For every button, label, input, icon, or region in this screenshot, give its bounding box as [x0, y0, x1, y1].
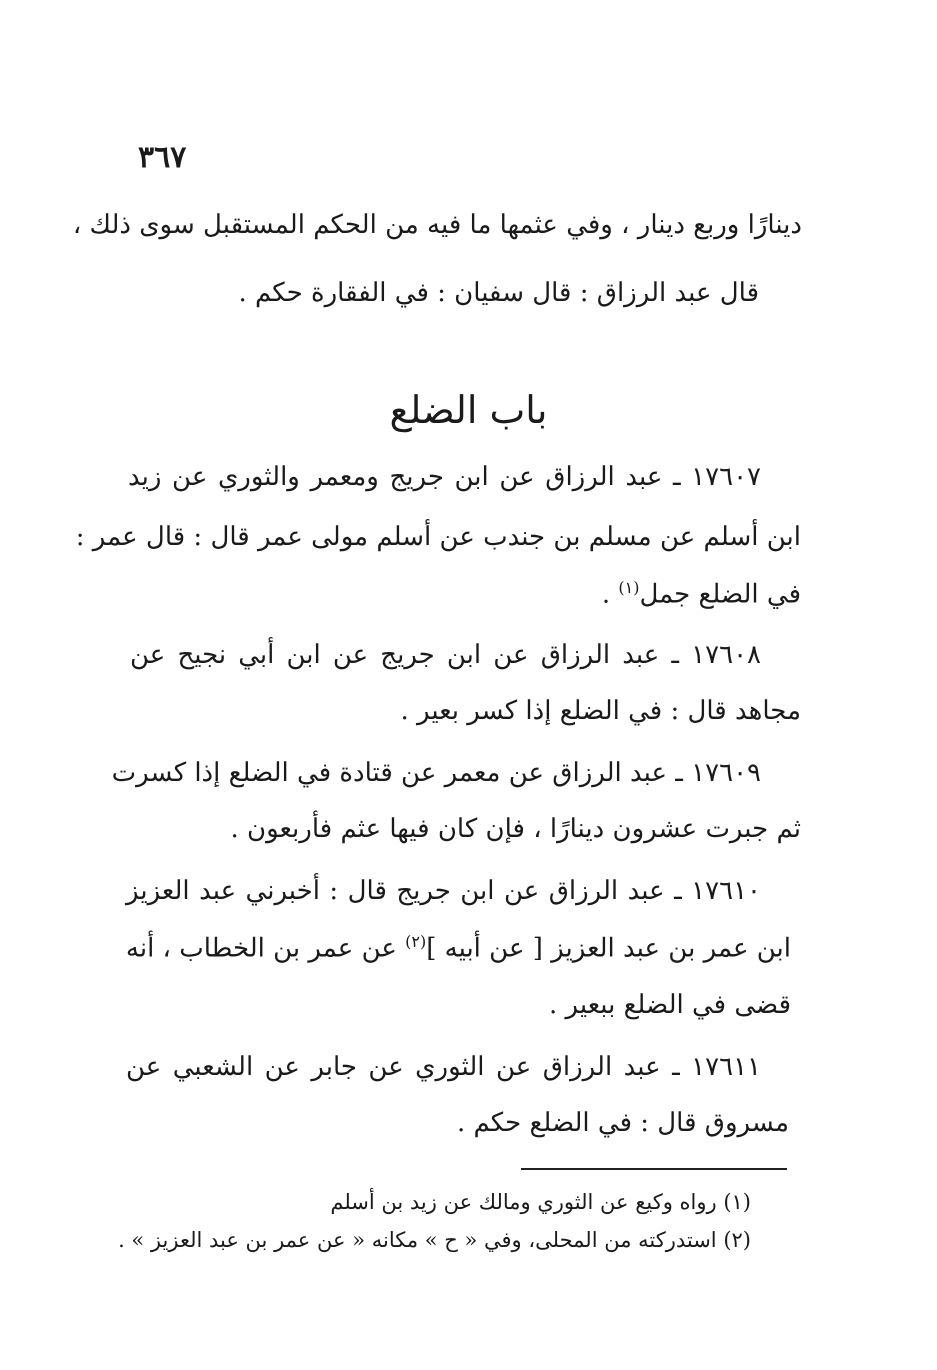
- entry-line: ابن أسلم عن مسلم بن جندب عن أسلم مولى عمر قال : قال عمر :: [75, 522, 801, 552]
- entry-line: [602, 578, 801, 610]
- entry-line: مجاهد قال : في الضلع إذا كسر بعير .: [400, 696, 801, 726]
- entry-text: .: [601, 579, 619, 610]
- entry-text: ابن عمر بن عبد العزيز [ عن أبيه ]: [426, 933, 791, 964]
- page-number: ٣٦٧: [138, 140, 187, 175]
- entry-line: ١٧٦١٠ ـ عبد الرزاق عن ابن جريج قال : أخبرني عبد العزيز: [126, 876, 761, 906]
- entry-line: ثم جبرت عشرون دينارًا ، فإن كان فيها عثم فأربعون .: [230, 814, 801, 844]
- carry-over-line: دينارًا وربع دينار ، وفي عثمها ما فيه من الحكم المستقبل سوى ذلك ،: [72, 210, 802, 240]
- entry-line: مسروق قال : في الضلع حكم .: [456, 1108, 789, 1138]
- footnote: (٢) استدركته من المحلى، وفي « ح » مكانه « عن عمر بن عبد العزيز » .: [118, 1228, 751, 1252]
- chapter-title: باب الضلع: [389, 388, 548, 432]
- entry-line: قضى في الضلع ببعير .: [548, 990, 791, 1020]
- entry-line: ١٧٦٠٨ ـ عبد الرزاق عن ابن جريج عن ابن أبي نجيح عن: [130, 640, 761, 670]
- entry-text: في الضلع جمل: [639, 579, 801, 610]
- entry-line: ١٧٦٠٩ ـ عبد الرزاق عن معمر عن قتادة في الضلع إذا كسرت: [111, 758, 761, 788]
- footnote-mark: (١): [618, 578, 640, 597]
- footnote: (١) رواه وكيع عن الثوري ومالك عن زيد بن أسلم: [330, 1190, 751, 1214]
- footnote-mark: (٢): [405, 932, 427, 951]
- entry-line: ١٧٦١١ ـ عبد الرزاق عن الثوري عن جابر عن الشعبي عن: [126, 1052, 761, 1082]
- entry-line: ١٧٦٠٧ ـ عبد الرزاق عن ابن جريج ومعمر والثوري عن زيد: [128, 462, 761, 492]
- carry-over-line: قال عبد الرزاق : قال سفيان : في الفقارة حكم .: [238, 278, 759, 308]
- entry-line: [126, 932, 791, 964]
- footnote-separator: [521, 1168, 787, 1170]
- entry-text: عن عمر بن الخطاب ، أنه: [125, 933, 406, 964]
